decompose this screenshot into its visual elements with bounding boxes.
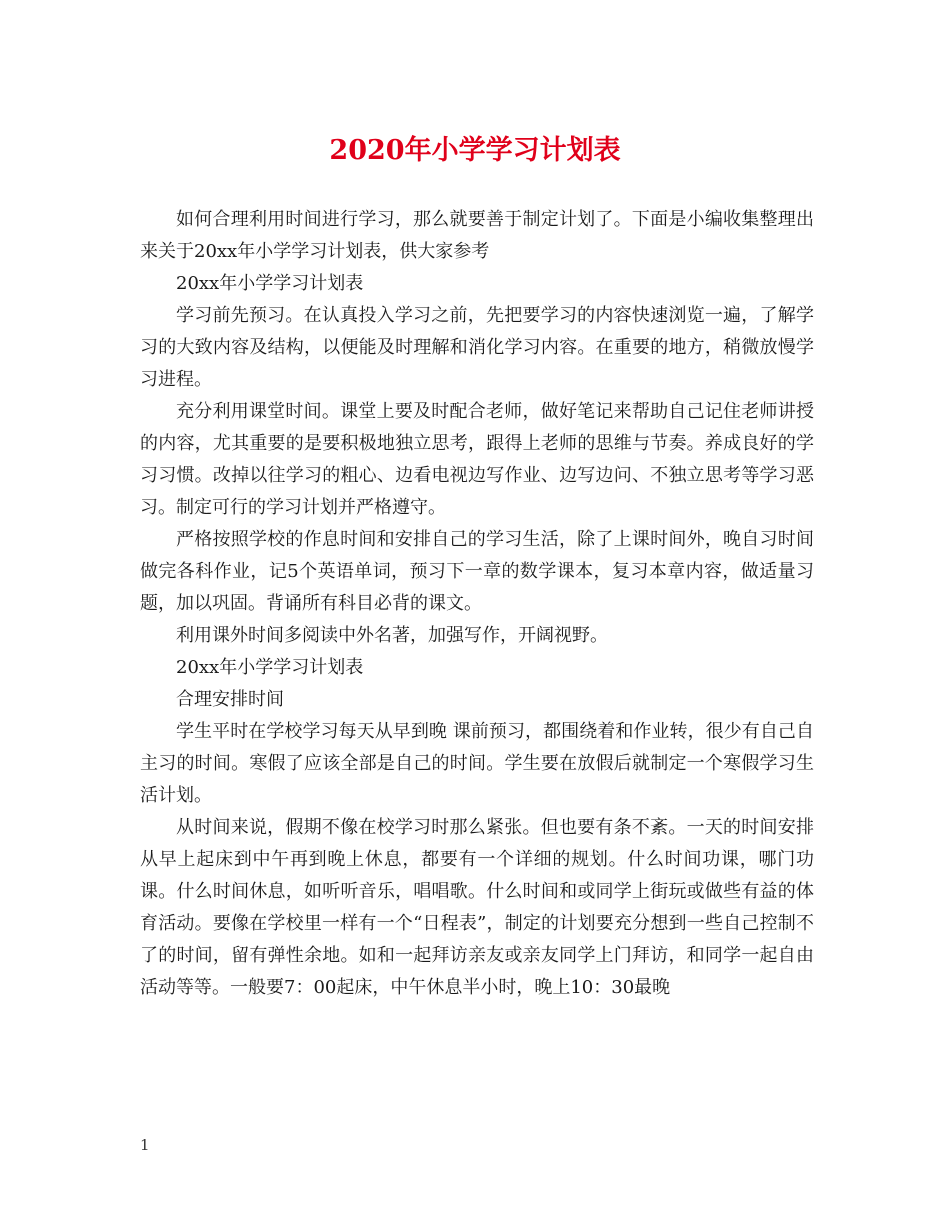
paragraph-intro: 如何合理利用时间进行学习，那么就要善于制定计划了。下面是小编收集整理出来关于20xx年小学学习计划表，供大家参考 (140, 209, 814, 262)
paragraph-schedule: 严格按照学校的作息时间和安排自己的学习生活，除了上课时间外，晚自习时间做完各科作业，记5个英语单词，预习下一章的数学课本，复习本章内容，做适量习题，加以巩固。背诵所有科目必背的课文。 (140, 529, 814, 614)
paragraph-subheading-2: 20xx年小学学习计划表 (176, 657, 364, 678)
page-number: 1 (140, 1136, 150, 1154)
paragraph-reading: 利用课外时间多阅读中外名著，加强写作，开阔视野。 (176, 625, 608, 646)
paragraph-subheading-1: 20xx年小学学习计划表 (176, 273, 364, 294)
paragraph-self-study: 学生平时在学校学习每天从早到晚 课前预习，都围绕着和作业转，很少有自己自主习的时间。寒假了应该全部是自己的时间。学生要在放假后就制定一个寒假学习生活计划。 (140, 721, 814, 806)
paragraph-classroom: 充分利用课堂时间。课堂上要及时配合老师，做好笔记来帮助自己记住老师讲授的内容，尤其重要的是要积极地独立思考，跟得上老师的思维与节奏。养成良好的学习习惯。改掉以往学习的粗心、边看电视边写作业、边写边问、不独立思考等学习恶习。制定可行的学习计划并严格遵守。 (140, 401, 814, 518)
paragraph-preview: 学习前先预习。在认真投入学习之前，先把要学习的内容快速浏览一遍，了解学习的大致内容及结构，以便能及时理解和消化学习内容。在重要的地方，稍微放慢学习进程。 (140, 305, 814, 390)
document-title: 2020年小学学习计划表 (329, 135, 621, 166)
paragraph-subheading-time: 合理安排时间 (176, 689, 284, 710)
paragraph-daily-plan: 从时间来说，假期不像在校学习时那么紧张。但也要有条不紊。一天的时间安排从早上起床到中午再到晚上休息，都要有一个详细的规划。什么时间功课，哪门功课。什么时间休息，如听听音乐，唱唱歌。什么时间和或同学上街玩或做些有益的体育活动。要像在学校里一样有一个“日程表”，制定的计划要充分想到一些自己控制不了的时间，留有弹性余地。如和一起拜访亲友或亲友同学上门拜访，和同学一起自由活动等等。一般要7：00起床，中午休息半小时，晚上10：30最晚 (140, 817, 814, 998)
document-body (140, 204, 814, 1004)
